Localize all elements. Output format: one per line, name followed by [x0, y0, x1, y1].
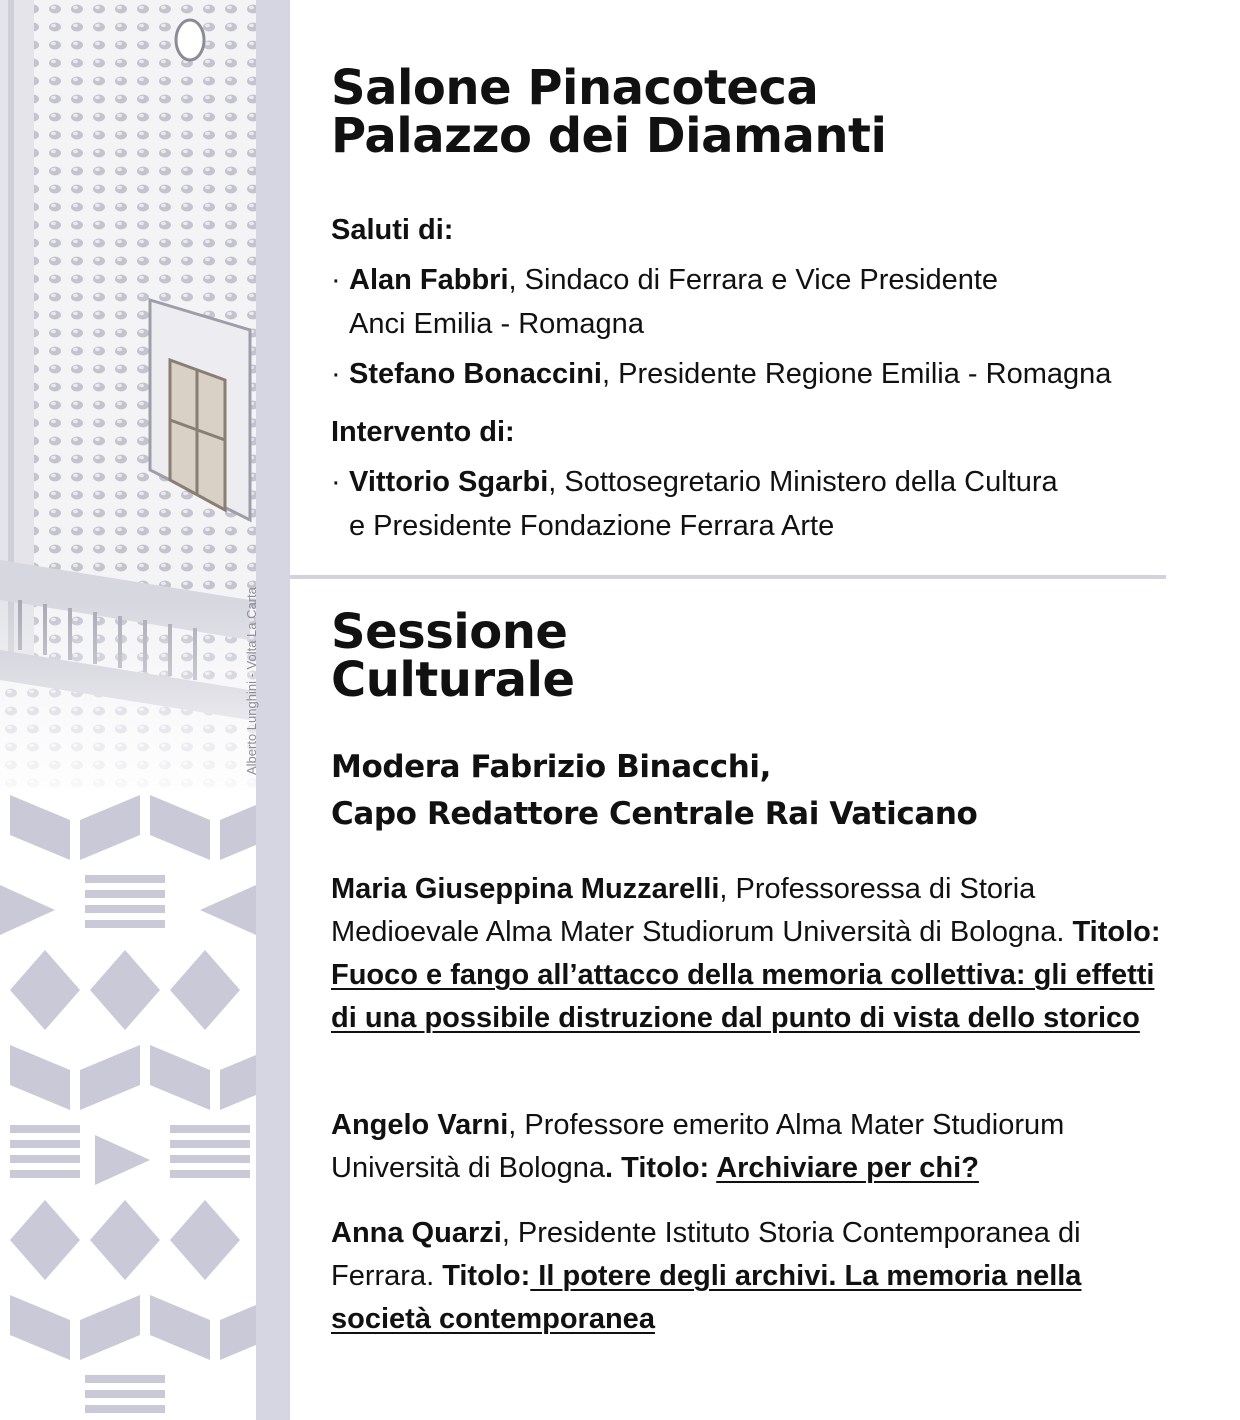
speech-role-continued: e Presidente Fondazione Ferrara Arte	[349, 510, 835, 542]
greeting-item	[331, 352, 1191, 396]
greeting-name: Alan Fabbri	[349, 264, 509, 296]
speaker-item	[331, 868, 1171, 1040]
section-divider	[290, 575, 1166, 579]
cultural-session-section	[331, 604, 1191, 708]
speaker-role: , Professoressa di Storia Medioevale Alma Mater Studiorum Università di Bologna.	[331, 873, 1073, 948]
bullet: ·	[331, 466, 341, 498]
talk-title-label: Titolo:	[442, 1260, 531, 1292]
speaker-role: , Presidente Istituto Storia Contemporanea di Ferrara.	[331, 1217, 1081, 1292]
bullet: ·	[331, 264, 341, 296]
speaker-text	[331, 1212, 1151, 1341]
venue-title-line1: Salone Pinacoteca	[331, 60, 819, 116]
greetings-label: Saluti di:	[331, 214, 454, 246]
geometric-pattern	[0, 790, 256, 1420]
moderator-block	[331, 744, 1191, 838]
talk-title: Archiviare per chi?	[716, 1152, 979, 1184]
greeting-name: Stefano Bonaccini	[349, 358, 602, 390]
talk-title-label: . Titolo:	[605, 1152, 717, 1184]
greeting-role-continued: Anci Emilia - Romagna	[349, 308, 644, 340]
illustration-credit: Alberto Lunghini - Volta La Carta	[244, 587, 259, 775]
speech-item	[331, 460, 1191, 504]
venue-section	[331, 60, 1191, 164]
accent-stripe	[256, 0, 290, 1420]
session-title-line1: Sessione	[331, 604, 568, 660]
moderator-line1: Modera Fabrizio Binacchi,	[331, 749, 771, 785]
speaker-role: , Professore emerito Alma Mater Studiorum Università di Bologna	[331, 1109, 1065, 1184]
session-title-line2: Culturale	[331, 652, 575, 708]
speaker-name: Maria Giuseppina Muzzarelli	[331, 873, 720, 905]
venue-title	[331, 60, 1191, 164]
speaker-name: Angelo Varni	[331, 1109, 509, 1141]
bullet: ·	[331, 358, 341, 390]
greetings-block	[331, 214, 1191, 396]
venue-title-line2: Palazzo dei Diamanti	[331, 108, 887, 164]
speaker-item	[331, 1212, 1151, 1341]
talk-title: Il potere degli archivi. La memoria nella società contemporanea	[331, 1260, 1082, 1335]
speaker-name: Anna Quarzi	[331, 1217, 502, 1249]
speaker-item	[331, 1104, 1181, 1190]
talk-title: Fuoco e fango all’attacco della memoria collettiva: gli effetti di una possibile distruzione dal punto di vista dello storico	[331, 959, 1155, 1034]
moderator-line2: Capo Redattore Centrale Rai Vaticano	[331, 796, 978, 832]
greeting-role: , Sindaco di Ferrara e Vice Presidente	[508, 264, 999, 296]
speech-name: Vittorio Sgarbi	[349, 466, 549, 498]
speech-block	[331, 416, 1191, 548]
speech-label: Intervento di:	[331, 416, 515, 448]
greeting-item	[331, 258, 1191, 302]
greeting-role: , Presidente Regione Emilia - Romagna	[602, 358, 1112, 390]
speaker-text	[331, 868, 1171, 1040]
palazzo-illustration	[0, 0, 256, 790]
session-title	[331, 604, 1191, 708]
speaker-text	[331, 1104, 1181, 1190]
talk-title-label: Titolo:	[1072, 916, 1161, 948]
speech-role: , Sottosegretario Ministero della Cultura	[548, 466, 1058, 498]
decorative-sidebar	[0, 0, 290, 1420]
